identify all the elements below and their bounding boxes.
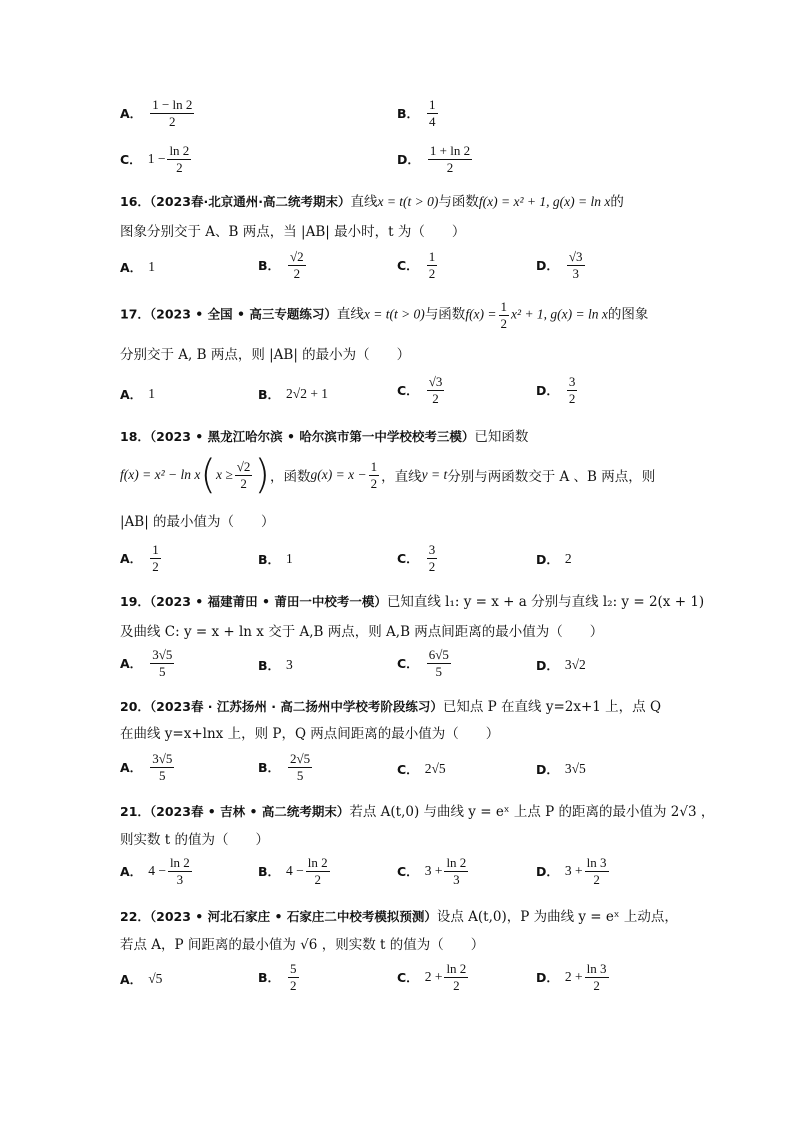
math-expression: g(x) = x − bbox=[310, 467, 367, 482]
option-b[interactable] bbox=[258, 385, 328, 403]
option-d[interactable] bbox=[536, 656, 586, 674]
paren-open: ( bbox=[200, 452, 216, 498]
numerator: 1 bbox=[428, 249, 436, 264]
option-letter: C． bbox=[397, 970, 419, 986]
numerator: ln 3 bbox=[586, 855, 607, 870]
option-letter: D． bbox=[536, 658, 559, 673]
question-19-line-2: 及曲线 C: y = x + ln x 交于 A,B 两点，则 A,B 两点间距离的最小值为（ ） bbox=[120, 624, 604, 640]
option-letter: D． bbox=[536, 970, 559, 986]
option-b[interactable] bbox=[258, 962, 301, 992]
fraction bbox=[427, 375, 445, 405]
question-source: （2023 • 河北石家庄 • 石家庄二中校考模拟预测） bbox=[149, 909, 437, 924]
option-letter: D． bbox=[397, 152, 420, 168]
fraction bbox=[427, 98, 438, 128]
denominator: 2 bbox=[152, 558, 159, 574]
option-letter: A． bbox=[120, 864, 143, 880]
option-letter: B． bbox=[258, 658, 281, 673]
numerator: 1 bbox=[500, 299, 508, 314]
question-text: 的 bbox=[610, 194, 624, 210]
question-text: 若点 A(t,0) 与曲线 y = eˣ 上点 P 的距离的最小值为 2√3 ， bbox=[349, 804, 715, 820]
denominator: 2 bbox=[169, 113, 176, 129]
question-text: 直线 bbox=[336, 306, 364, 323]
fraction bbox=[444, 856, 468, 886]
fraction bbox=[585, 856, 609, 886]
question-text: 的图象 bbox=[607, 306, 649, 323]
option-d[interactable] bbox=[536, 856, 611, 886]
option-letter: C． bbox=[397, 383, 419, 399]
denominator: 2 bbox=[593, 977, 600, 993]
denominator: 2 bbox=[290, 977, 297, 993]
denominator: 2 bbox=[314, 871, 321, 887]
option-letter: C． bbox=[397, 656, 419, 672]
denominator: 2 bbox=[453, 977, 460, 993]
denominator: 2 bbox=[176, 159, 183, 175]
option-c[interactable] bbox=[397, 250, 439, 280]
option-value: 1 bbox=[148, 259, 155, 274]
numerator: ln 2 bbox=[169, 143, 190, 158]
math-expression: x² + 1, g(x) = ln x bbox=[511, 306, 608, 322]
option-a[interactable] bbox=[120, 543, 163, 573]
math-expression: x = t(t > 0) bbox=[377, 194, 439, 209]
question-text: 已知函数 bbox=[474, 429, 529, 445]
option-value: 2√5 bbox=[424, 761, 446, 776]
numerator: √2 bbox=[236, 458, 251, 474]
question-16-line-1 bbox=[120, 190, 624, 210]
option-d[interactable] bbox=[536, 250, 587, 280]
numerator: 1 bbox=[370, 458, 378, 474]
option-letter: B． bbox=[397, 106, 420, 122]
math-expression: y = t bbox=[421, 467, 448, 482]
question-source: （2023 • 黑龙江哈尔滨 • 哈尔滨市第一中学校校考三模） bbox=[149, 429, 475, 444]
option-a[interactable] bbox=[120, 970, 162, 988]
fraction bbox=[369, 460, 380, 490]
question-source: （2023春·北京通州·高二统考期末） bbox=[149, 194, 351, 209]
fraction bbox=[427, 648, 451, 678]
question-number: 20． bbox=[120, 699, 150, 714]
question-number: 22． bbox=[120, 909, 150, 924]
option-prefix: 4 − bbox=[286, 863, 304, 879]
fraction bbox=[150, 752, 174, 782]
math-expression: f(x) = x² + 1, g(x) = ln x bbox=[478, 194, 611, 209]
numerator: ln 2 bbox=[446, 855, 467, 870]
option-letter: B． bbox=[258, 387, 281, 402]
fraction bbox=[427, 543, 438, 573]
question-20-line-2: 在曲线 y=x+lnx 上，则 P，Q 两点间距离的最小值为（ ） bbox=[120, 726, 500, 742]
question-text: 分别与两函数交于 A 、B 两点，则 bbox=[447, 469, 656, 485]
option-prefix: 3 + bbox=[564, 863, 583, 879]
option-b[interactable] bbox=[258, 856, 332, 886]
option-prefix: 2 + bbox=[424, 969, 443, 985]
denominator: 3 bbox=[176, 871, 184, 887]
numerator: ln 2 bbox=[446, 961, 467, 976]
fraction bbox=[585, 962, 609, 992]
denominator: 5 bbox=[159, 663, 166, 679]
question-21-line-2: 则实数 t 的值为（ ） bbox=[120, 832, 270, 848]
math-expression: x = t(t > 0) bbox=[363, 306, 425, 322]
numerator: 1 bbox=[429, 97, 436, 112]
numerator: √3 bbox=[568, 249, 583, 264]
numerator: √3 bbox=[428, 374, 443, 389]
math-expression: f(x) = x² − ln x bbox=[120, 467, 201, 482]
numerator: 1 bbox=[152, 542, 159, 557]
math-expression: f(x) = bbox=[465, 306, 497, 322]
option-letter: D． bbox=[536, 552, 559, 567]
denominator: 2 bbox=[432, 390, 439, 406]
option-letter: A． bbox=[120, 760, 143, 776]
fraction bbox=[288, 752, 312, 782]
question-text: ，函数 bbox=[270, 469, 311, 485]
question-text: 已知点 P 在直线 y=2x+1 上，点 Q bbox=[442, 699, 662, 715]
numerator: 3√5 bbox=[152, 751, 173, 766]
option-letter: A． bbox=[120, 656, 143, 672]
option-letter: D． bbox=[536, 864, 559, 880]
numerator: 3 bbox=[428, 542, 436, 557]
denominator: 5 bbox=[435, 663, 442, 679]
option-letter: C． bbox=[397, 762, 419, 777]
option-letter: A． bbox=[120, 551, 143, 567]
question-number: 21． bbox=[120, 804, 150, 819]
fraction bbox=[428, 144, 472, 174]
option-prefix: 3 + bbox=[424, 863, 443, 879]
question-20-line-1 bbox=[120, 695, 661, 715]
numerator: ln 2 bbox=[307, 855, 328, 870]
question-text: 设点 A(t,0)，P 为曲线 y = eˣ 上动点， bbox=[436, 909, 678, 925]
numerator: 5 bbox=[290, 961, 297, 976]
option-a[interactable] bbox=[120, 648, 176, 678]
fraction bbox=[444, 962, 468, 992]
option-c[interactable] bbox=[120, 144, 193, 174]
fraction bbox=[567, 375, 578, 405]
option-c[interactable] bbox=[397, 375, 446, 405]
numerator: 1 + ln 2 bbox=[429, 143, 471, 158]
denominator: 2 bbox=[428, 558, 436, 574]
option-b[interactable] bbox=[258, 656, 293, 674]
option-b[interactable] bbox=[258, 550, 293, 568]
question-text: 与函数 bbox=[424, 306, 466, 323]
option-letter: A． bbox=[120, 972, 143, 987]
question-18-line-3: |AB| 的最小值为（ ） bbox=[120, 514, 275, 530]
question-16-line-2: 图象分别交于 A、B 两点，当 |AB| 最小时，t 为（ ） bbox=[120, 224, 466, 240]
denominator: 2 bbox=[568, 390, 576, 406]
option-a[interactable] bbox=[120, 752, 176, 782]
denominator: 2 bbox=[500, 315, 508, 331]
question-text: 直线 bbox=[350, 194, 378, 210]
option-a[interactable] bbox=[120, 385, 155, 403]
fraction bbox=[288, 250, 306, 280]
option-d[interactable] bbox=[536, 375, 579, 405]
fraction bbox=[306, 856, 330, 886]
question-17-line-2: 分别交于 A, B 两点，则 |AB| 的最小为（ ） bbox=[120, 347, 411, 363]
option-value: 1 bbox=[148, 386, 155, 401]
question-source: （2023 • 全国 • 高三专题练习） bbox=[149, 306, 337, 322]
option-b[interactable] bbox=[258, 752, 314, 782]
numerator: ln 3 bbox=[586, 961, 607, 976]
option-c[interactable] bbox=[397, 543, 439, 573]
option-value: 3√5 bbox=[564, 761, 586, 776]
option-d[interactable] bbox=[397, 144, 474, 174]
option-c[interactable] bbox=[397, 962, 470, 992]
numerator: 3√5 bbox=[152, 647, 173, 662]
option-value: √5 bbox=[148, 971, 163, 986]
question-18-line-1 bbox=[120, 425, 528, 445]
option-d[interactable] bbox=[536, 760, 586, 778]
numerator: 2√5 bbox=[290, 751, 311, 766]
question-text: ，直线 bbox=[381, 469, 422, 485]
question-number: 18． bbox=[120, 429, 150, 444]
option-letter: B． bbox=[258, 760, 281, 776]
option-letter: A． bbox=[120, 387, 143, 402]
option-letter: B． bbox=[258, 970, 281, 986]
option-letter: D． bbox=[536, 383, 559, 399]
option-letter: C． bbox=[397, 864, 419, 880]
option-prefix: 2 + bbox=[564, 969, 583, 985]
denominator: 3 bbox=[453, 871, 460, 887]
denominator: 2 bbox=[428, 265, 436, 281]
question-19-line-1 bbox=[120, 590, 704, 610]
numerator: 3 bbox=[568, 374, 576, 389]
fraction bbox=[150, 648, 174, 678]
option-c[interactable] bbox=[397, 648, 453, 678]
question-source: （2023春 · 江苏扬州 · 高二扬州中学校考阶段练习） bbox=[149, 699, 443, 714]
option-letter: A． bbox=[120, 260, 143, 275]
option-letter: C． bbox=[120, 152, 142, 168]
option-value: 2 bbox=[564, 551, 572, 566]
fraction bbox=[235, 460, 253, 490]
denominator: 2 bbox=[240, 475, 247, 491]
question-text: 与函数 bbox=[438, 194, 479, 210]
question-number: 16． bbox=[120, 194, 150, 209]
question-21-line-1 bbox=[120, 800, 714, 820]
option-letter: D． bbox=[536, 762, 559, 777]
denominator: 3 bbox=[572, 265, 579, 281]
option-letter: D． bbox=[536, 258, 559, 274]
option-prefix: 4 − bbox=[148, 863, 166, 879]
fraction bbox=[499, 300, 510, 330]
option-value: 1 bbox=[286, 551, 293, 566]
question-17-line-1 bbox=[120, 300, 648, 330]
option-prefix: 1 − bbox=[147, 151, 166, 167]
question-text: 已知直线 l₁: y = x + a 分别与直线 l₂: y = 2(x + 1) bbox=[386, 594, 705, 610]
option-c[interactable] bbox=[397, 760, 446, 778]
fraction bbox=[427, 250, 438, 280]
question-source: （2023 • 福建莆田 • 莆田一中校考一模） bbox=[149, 594, 387, 609]
option-a[interactable] bbox=[120, 98, 196, 128]
denominator: 2 bbox=[370, 475, 378, 491]
question-source: （2023春 • 吉林 • 高二统考期末） bbox=[149, 804, 350, 819]
fraction bbox=[288, 962, 299, 992]
math-expression: x ≥ bbox=[215, 467, 233, 482]
option-d[interactable] bbox=[536, 550, 572, 568]
denominator: 4 bbox=[429, 113, 436, 129]
question-number: 19． bbox=[120, 594, 150, 609]
question-number: 17． bbox=[120, 306, 150, 322]
fraction bbox=[150, 98, 194, 128]
denominator: 2 bbox=[593, 871, 600, 887]
denominator: 2 bbox=[293, 265, 301, 281]
option-c[interactable] bbox=[397, 856, 470, 886]
denominator: 5 bbox=[159, 767, 166, 783]
numerator: √2 bbox=[290, 249, 304, 264]
option-letter: C． bbox=[397, 258, 419, 274]
fraction bbox=[567, 250, 585, 280]
option-b[interactable] bbox=[258, 250, 308, 280]
option-d[interactable] bbox=[536, 962, 611, 992]
question-22-line-2: 若点 A，P 间距离的最小值为 √6 ，则实数 t 的值为（ ） bbox=[120, 937, 485, 953]
fraction bbox=[168, 856, 192, 886]
paren-close: ) bbox=[254, 452, 271, 498]
option-a[interactable] bbox=[120, 258, 155, 276]
fraction bbox=[167, 144, 191, 174]
denominator: 2 bbox=[446, 159, 454, 175]
option-value: 2√2 + 1 bbox=[286, 386, 329, 401]
question-18-line-2 bbox=[120, 452, 656, 498]
denominator: 5 bbox=[296, 767, 304, 783]
question-22-line-1 bbox=[120, 905, 678, 925]
numerator: 6√5 bbox=[428, 647, 449, 662]
option-letter: B． bbox=[258, 864, 281, 880]
option-a[interactable] bbox=[120, 856, 194, 886]
option-letter: A． bbox=[120, 106, 143, 122]
option-letter: C． bbox=[397, 551, 419, 567]
option-b[interactable] bbox=[397, 98, 440, 128]
numerator: 1 − ln 2 bbox=[152, 97, 193, 112]
fraction bbox=[150, 543, 161, 573]
option-value: 3 bbox=[286, 657, 293, 672]
option-letter: B． bbox=[258, 258, 281, 274]
numerator: ln 2 bbox=[169, 855, 190, 870]
option-letter: B． bbox=[258, 552, 281, 567]
option-value: 3√2 bbox=[564, 657, 586, 672]
